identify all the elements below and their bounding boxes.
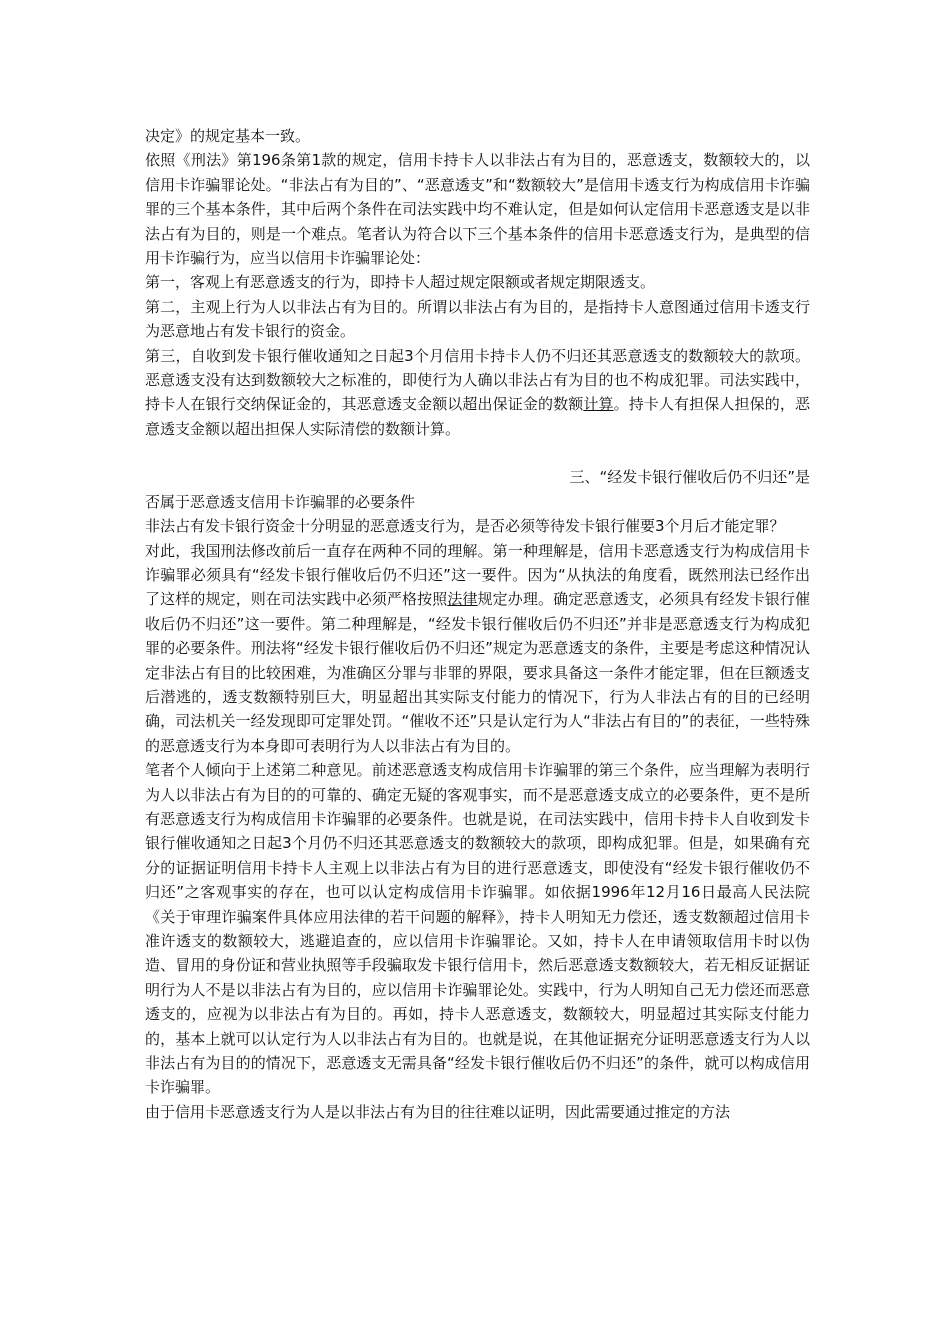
paragraph-question: 非法占有发卡银行资金十分明显的恶意透支行为，是否必须等待发卡银行催要3个月后才能定罪？ — [145, 517, 785, 536]
paragraph-two-views-text-b: 规定办理。确定恶意透支，必须具有经发卡银行催收后仍不归还”这一要件。第二种理解是，“经发卡银行催收后仍不归还”并非是恶意透支行为构成犯罪的必要条件。刑法将“经发卡银行催收后仍不归还”规定为恶意透支的条件，主要是考虑这种情况认定非法占有目的比较困难，为准确区分罪与非罪的界限，要求具备这一条件才能定罪，但在巨额透支后潜逃的，透支数额特别巨大，明显超出其实际支付能力的情况下，行为人非法占有的目的已经明确，司法机关一经发现即可定罪处罚。“催收不还”只是认定行为人“非法占有目的”的表征，一些特殊的恶意透支行为本身即可表明行为人以非法占有为目的。 — [145, 590, 810, 755]
link-calculation[interactable]: 计算 — [583, 395, 614, 414]
section-heading-line-1: 三、“经发卡银行催收后仍不归还”是 — [569, 468, 810, 487]
paragraph-condition-third — [145, 344, 810, 442]
paragraph-two-views — [145, 539, 810, 759]
paragraph-continuation: 决定》的规定基本一致。 — [145, 127, 311, 145]
paragraph-presumption: 由于信用卡恶意透支行为人是以非法占有为目的往往难以证明，因此需要通过推定的方法 — [145, 1102, 731, 1121]
paragraph-condition-first: 第一，客观上有恶意透支的行为，即持卡人超过规定限额或者规定期限透支。 — [145, 273, 656, 292]
paragraph-condition-third-text-a: 第三，自收到发卡银行催收通知之日起3个月信用卡持卡人仍不归还其恶意透支的数额较大的款项。恶意透支没有达到数额较大之标准的，即使行为人确以非法占有为目的也不构成犯罪。司法实践中，持卡人在银行交纳保证金的，其恶意透支金额以超出保证金的数额 — [145, 346, 810, 414]
paragraph-condition-second: 第二，主观上行为人以非法占有为目的。所谓以非法占有为目的，是指持卡人意图通过信用卡透支行为恶意地占有发卡银行的资金。 — [145, 297, 810, 341]
paragraph-condition-third-text-b: 。持卡人有担保人担保的，恶意透支金额以超出担保人实际清偿的数额计算。 — [145, 395, 810, 438]
paragraph-criminal-law-article: 依照《刑法》第196条第1款的规定，信用卡持卡人以非法占有为目的，恶意透支，数额较大的，以信用卡诈骗罪论处。“非法占有为目的”、“恶意透支”和“数额较大”是信用卡透支行为构成信用卡诈骗罪的三个基本条件，其中后两个条件在司法实践中均不难认定，但是如何认定信用卡恶意透支是以非法占有为目的，则是一个难点。笔者认为符合以下三个基本条件的信用卡恶意透支行为，是典型的信用卡诈骗行为，应当以信用卡诈骗罪论处： — [145, 151, 810, 268]
paragraph-author-view: 笔者个人倾向于上述第二种意见。前述恶意透支构成信用卡诈骗罪的第三个条件，应当理解为表明行为人以非法占有为目的的可靠的、确定无疑的客观事实，而不是恶意透支成立的必要条件，更不是所有恶意透支行为构成信用卡诈骗罪的必要条件。也就是说，在司法实践中，信用卡持卡人自收到发卡银行催收通知之日起3个月仍不归还其恶意透支的数额较大的款项，即构成犯罪。但是，如果确有充分的证据证明信用卡持卡人主观上以非法占有为目的进行恶意透支，即使没有“经发卡银行催收仍不归还”之客观事实的存在，也可以认定构成信用卡诈骗罪。如依据1996年12月16日最高人民法院《关于审理诈骗案件具体应用法律的若干问题的解释》，持卡人明知无力偿还，透支数额超过信用卡准许透支的数额较大，逃避追查的，应以信用卡诈骗罪论。又如，持卡人在申请领取信用卡时以伪造、冒用的身份证和营业执照等手段骗取发卡银行信用卡，然后恶意透支数额较大，若无相反证据证明行为人不是以非法占有为目的，应以信用卡诈骗罪论处。实践中，行为人明知自己无力偿还而恶意透支的，应视为以非法占有为目的。再如，持卡人恶意透支，数额较大，明显超过其实际支付能力的，基本上就可以认定行为人以非法占有为目的。也就是说，在其他证据充分证明恶意透支行为人以非法占有为目的的情况下，恶意透支无需具备“经发卡银行催收后仍不归还”的条件，就可以构成信用卡诈骗罪。 — [145, 761, 810, 1097]
section-heading-line-2: 否属于恶意透支信用卡诈骗罪的必要条件 — [145, 492, 416, 511]
paragraph-two-views-text-a: 对此，我国刑法修改前后一直存在两种不同的理解。第一种理解是，信用卡恶意透支行为构成信用卡诈骗罪必须具有“经发卡银行催收后仍不归还”这一要件。因为“从执法的角度看，既然刑法已经作出了这样的规定，则在司法实践中必须严格按照 — [145, 541, 810, 609]
document-body — [145, 124, 810, 1124]
link-law[interactable]: 法律 — [447, 590, 478, 609]
